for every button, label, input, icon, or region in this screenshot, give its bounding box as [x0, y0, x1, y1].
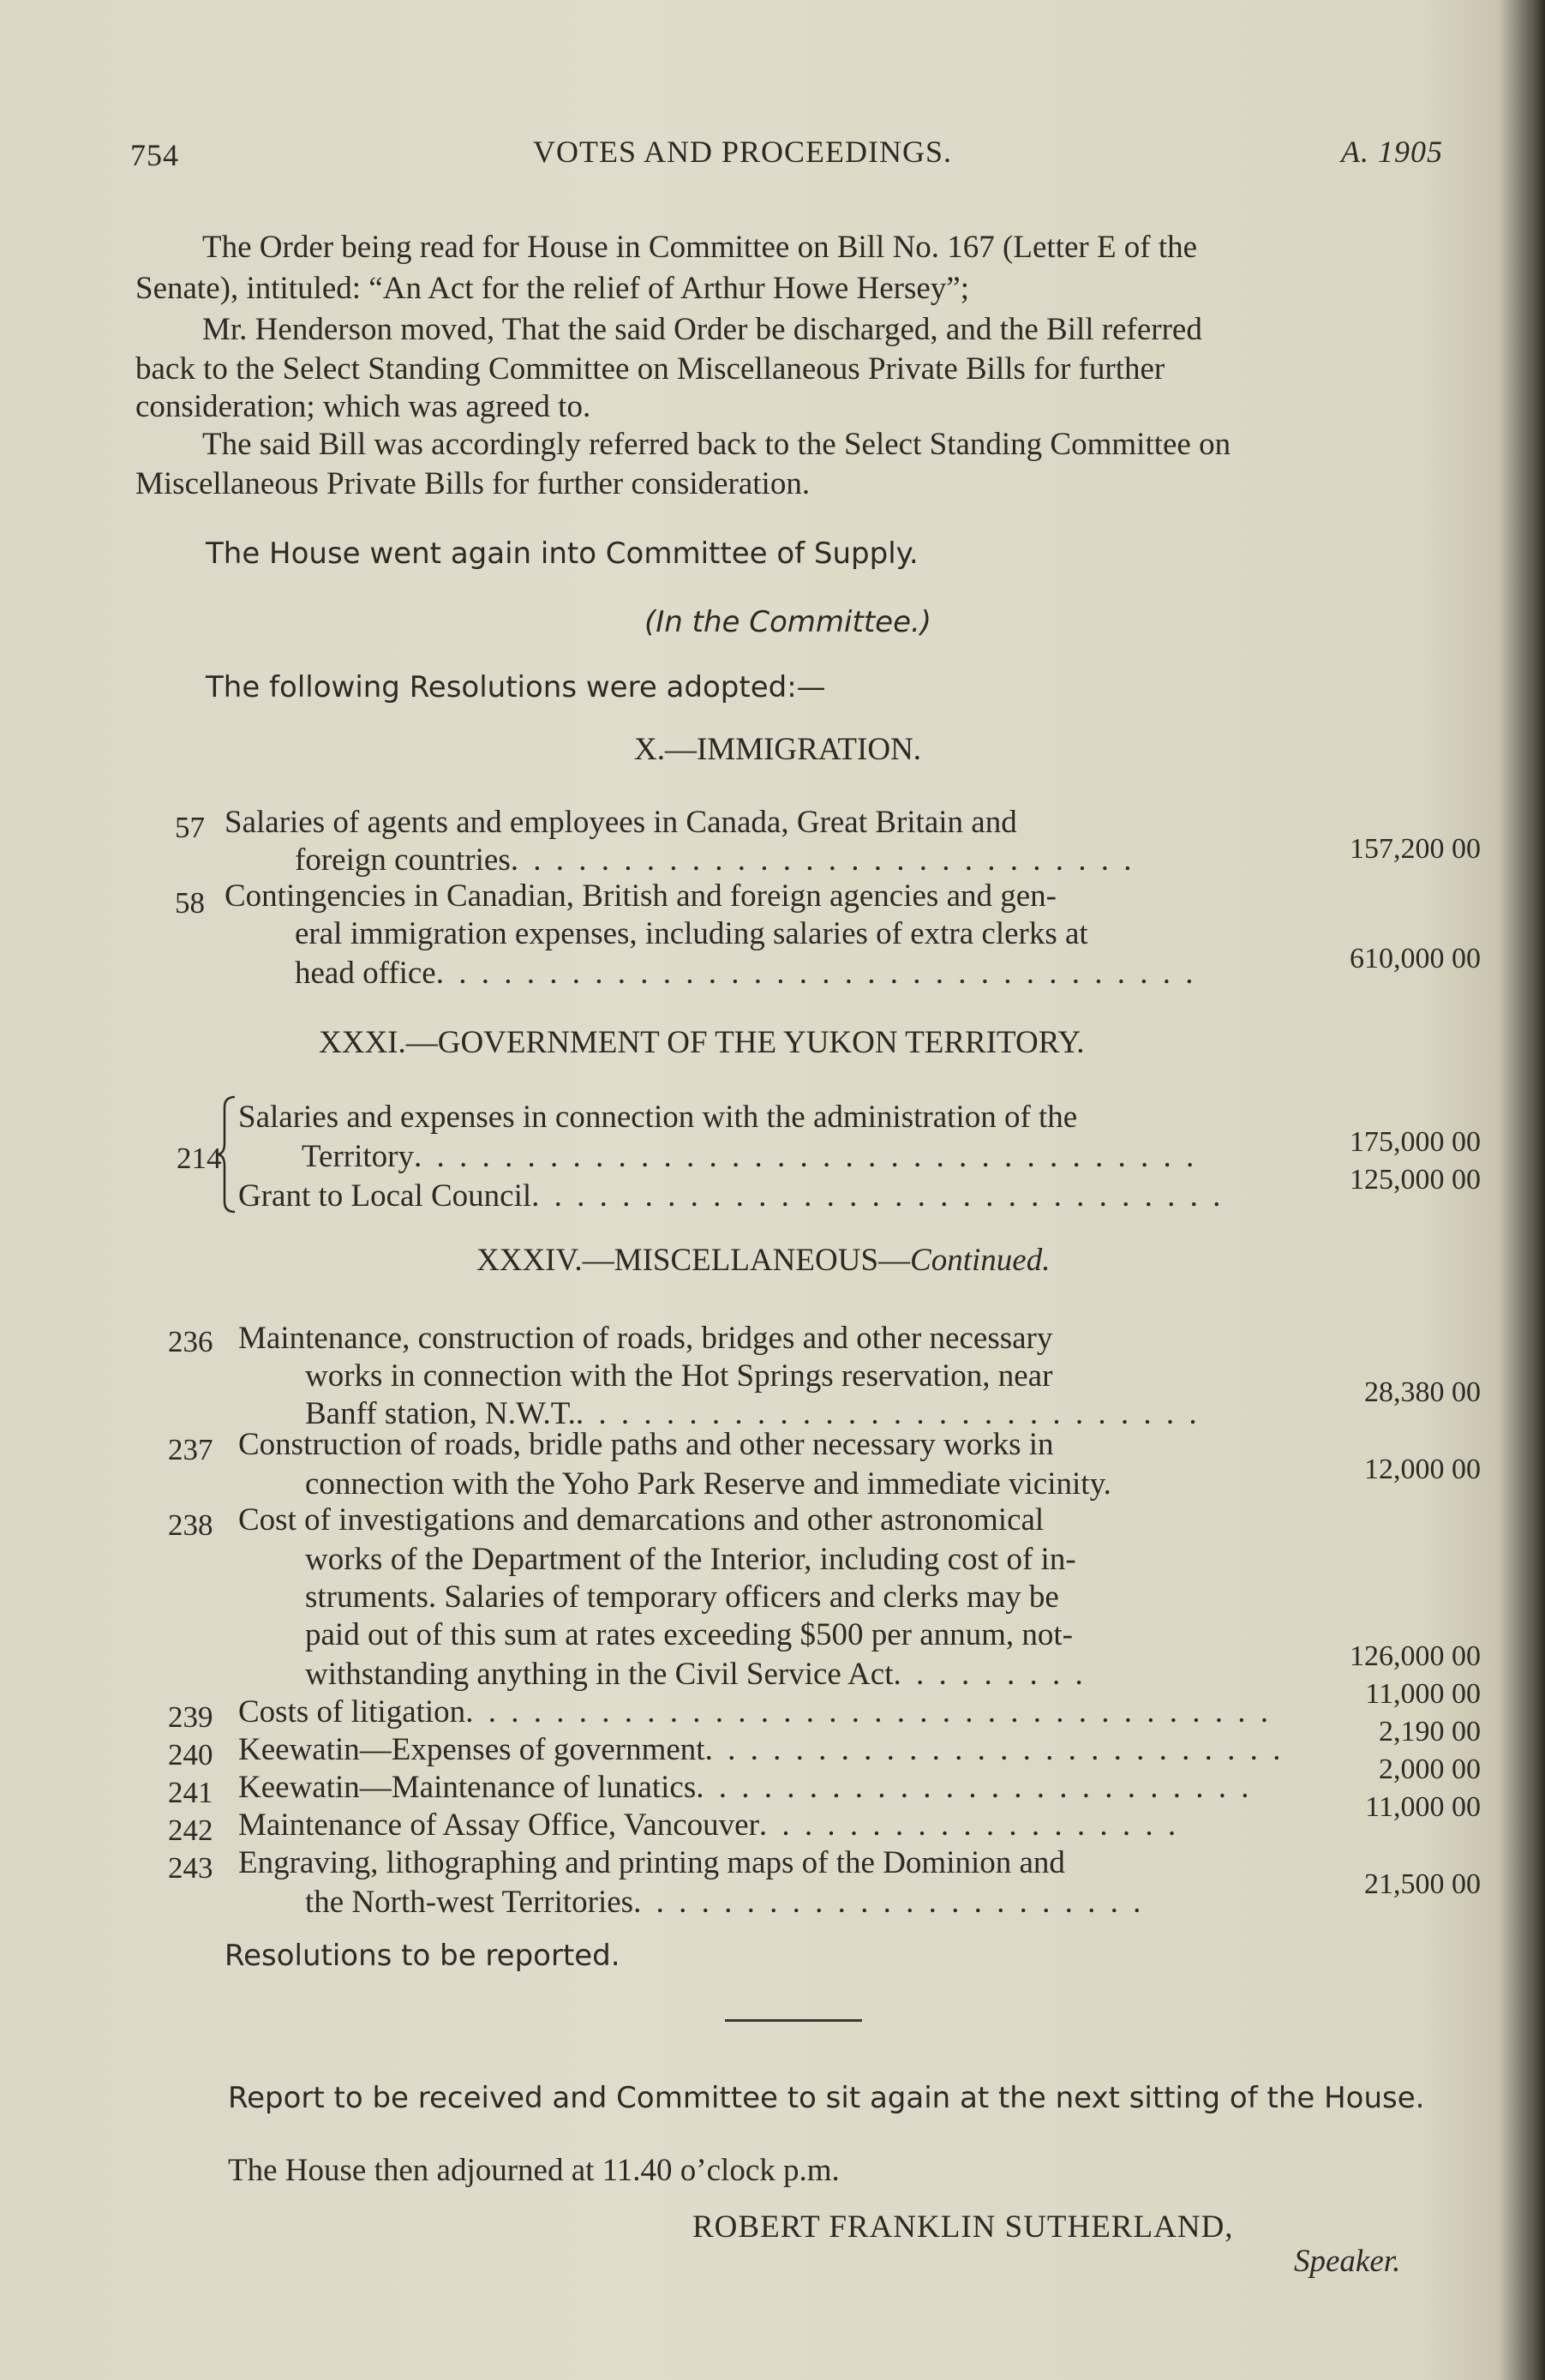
amount: 12,000 00 — [1364, 1454, 1481, 1485]
item-line: Territory. . . . . . . . . . . . . . . . . . . . . . . . . . . . . . . . . . . — [302, 1139, 1198, 1174]
item-line: Maintenance of Assay Office, Vancouver. . . . . . . . . . . . . . . . . . . — [238, 1807, 1180, 1843]
committee-supply-line: The House went again into Committee of Supply. — [206, 537, 919, 571]
item-number: 214 — [177, 1142, 222, 1175]
amount: 11,000 00 — [1365, 1678, 1481, 1710]
adjourned-line: The House then adjourned at 11.40 o’clock p.m. — [228, 2153, 840, 2188]
item-number: 236 — [168, 1325, 213, 1358]
item-line: Engraving, lithographing and printing maps of the Dominion and — [238, 1845, 1065, 1880]
amount: 126,000 00 — [1350, 1640, 1481, 1672]
item-number: 240 — [168, 1738, 213, 1772]
item-line: withstanding anything in the Civil Service Act. . . . . . . . . — [305, 1657, 1087, 1692]
resolutions-adopted-line: The following Resolutions were adopted:— — [206, 670, 826, 704]
item-line: Cost of investigations and demarcations and other astronomical — [238, 1502, 1045, 1538]
brace-icon — [218, 1095, 237, 1214]
item-line: eral immigration expenses, including salaries of extra clerks at — [295, 916, 1088, 951]
paragraph-line: Mr. Henderson moved, That the said Order be discharged, and the Bill referred — [202, 312, 1202, 347]
item-number: 241 — [168, 1776, 213, 1809]
paragraph-line: back to the Select Standing Committee on Miscellaneous Private Bills for further — [135, 351, 1165, 387]
item-line: Costs of litigation. . . . . . . . . . . . . . . . . . . . . . . . . . . . . . . . . . . . — [238, 1694, 1272, 1730]
paragraph-line: The Order being read for House in Committee on Bill No. 167 (Letter E of the — [202, 230, 1198, 265]
amount: 2,190 00 — [1379, 1716, 1481, 1748]
item-number: 239 — [168, 1700, 213, 1734]
item-line: Keewatin—Maintenance of lunatics. . . . . . . . . . . . . . . . . . . . . . . . . — [238, 1770, 1253, 1805]
amount: 21,500 00 — [1364, 1868, 1481, 1900]
section-heading: X.—IMMIGRATION. — [634, 732, 922, 767]
section-heading: XXXI.—GOVERNMENT OF THE YUKON TERRITORY. — [319, 1025, 1085, 1060]
item-line: Keewatin—Expenses of government. . . . . . . . . . . . . . . . . . . . . . . . . . — [238, 1732, 1285, 1767]
item-number: 237 — [168, 1433, 213, 1466]
item-line: connection with the Yoho Park Reserve and immediate vicinity. — [305, 1466, 1111, 1502]
section-heading: XXXIV.—MISCELLANEOUS—Continued. — [476, 1243, 1051, 1278]
amount: 175,000 00 — [1350, 1126, 1481, 1158]
amount: 157,200 00 — [1350, 833, 1481, 865]
resolutions-reported-line: Resolutions to be reported. — [225, 1939, 620, 1973]
item-line: struments. Salaries of temporary officers and clerks may be — [305, 1580, 1059, 1615]
running-title: VOTES AND PROCEEDINGS. — [533, 135, 953, 169]
item-number: 242 — [168, 1813, 213, 1847]
item-line: Contingencies in Canadian, British and foreign agencies and gen- — [225, 878, 1057, 914]
year-label: A. 1905 — [1341, 135, 1443, 169]
paragraph-line: The said Bill was accordingly referred back to the Select Standing Committee on — [202, 427, 1231, 462]
item-line: Construction of roads, bridle paths and other necessary works in — [238, 1427, 1054, 1462]
paragraph-line: Miscellaneous Private Bills for further consideration. — [135, 466, 811, 501]
amount: 2,000 00 — [1379, 1754, 1481, 1785]
amount: 11,000 00 — [1365, 1791, 1481, 1823]
item-number: 238 — [168, 1508, 213, 1542]
item-line: paid out of this sum at rates exceeding $500 per annum, not- — [305, 1617, 1074, 1652]
item-line: foreign countries. . . . . . . . . . . . . . . . . . . . . . . . . . . . — [295, 842, 1135, 878]
item-line: Maintenance, construction of roads, bridges and other necessary — [238, 1321, 1053, 1356]
paragraph-line: consideration; which was agreed to. — [135, 389, 591, 424]
page-number: 754 — [130, 138, 179, 172]
amount: 125,000 00 — [1350, 1164, 1481, 1196]
item-line: Grant to Local Council. . . . . . . . . . . . . . . . . . . . . . . . . . . . . . . — [238, 1178, 1225, 1214]
item-line: works of the Department of the Interior, including cost of in- — [305, 1542, 1076, 1577]
amount: 28,380 00 — [1364, 1376, 1481, 1408]
signature-name: ROBERT FRANKLIN SUTHERLAND, — [692, 2209, 1234, 2245]
signature-title: Speaker. — [1294, 2244, 1401, 2279]
in-committee-label: (In the Committee.) — [644, 605, 932, 639]
report-line: Report to be received and Committee to sit again at the next sitting of the House. — [228, 2081, 1425, 2115]
item-number: 58 — [175, 886, 205, 920]
paragraph-line: Senate), intituled: “An Act for the relief of Arthur Howe Hersey”; — [135, 271, 969, 306]
item-line: Salaries and expenses in connection with the administration of the — [238, 1100, 1078, 1135]
item-line: Banff station, N.W.T.. . . . . . . . . . . . . . . . . . . . . . . . . . . . — [305, 1396, 1201, 1431]
item-line: head office. . . . . . . . . . . . . . . . . . . . . . . . . . . . . . . . . . — [295, 956, 1197, 991]
item-line: works in connection with the Hot Springs reservation, near — [305, 1358, 1053, 1394]
item-number: 243 — [168, 1851, 213, 1885]
amount: 610,000 00 — [1350, 943, 1481, 974]
divider — [725, 2019, 862, 2022]
item-line: Salaries of agents and employees in Canada, Great Britain and — [225, 805, 1017, 840]
item-line: the North-west Territories. . . . . . . . . . . . . . . . . . . . . . . — [305, 1885, 1145, 1920]
item-number: 57 — [175, 811, 205, 844]
